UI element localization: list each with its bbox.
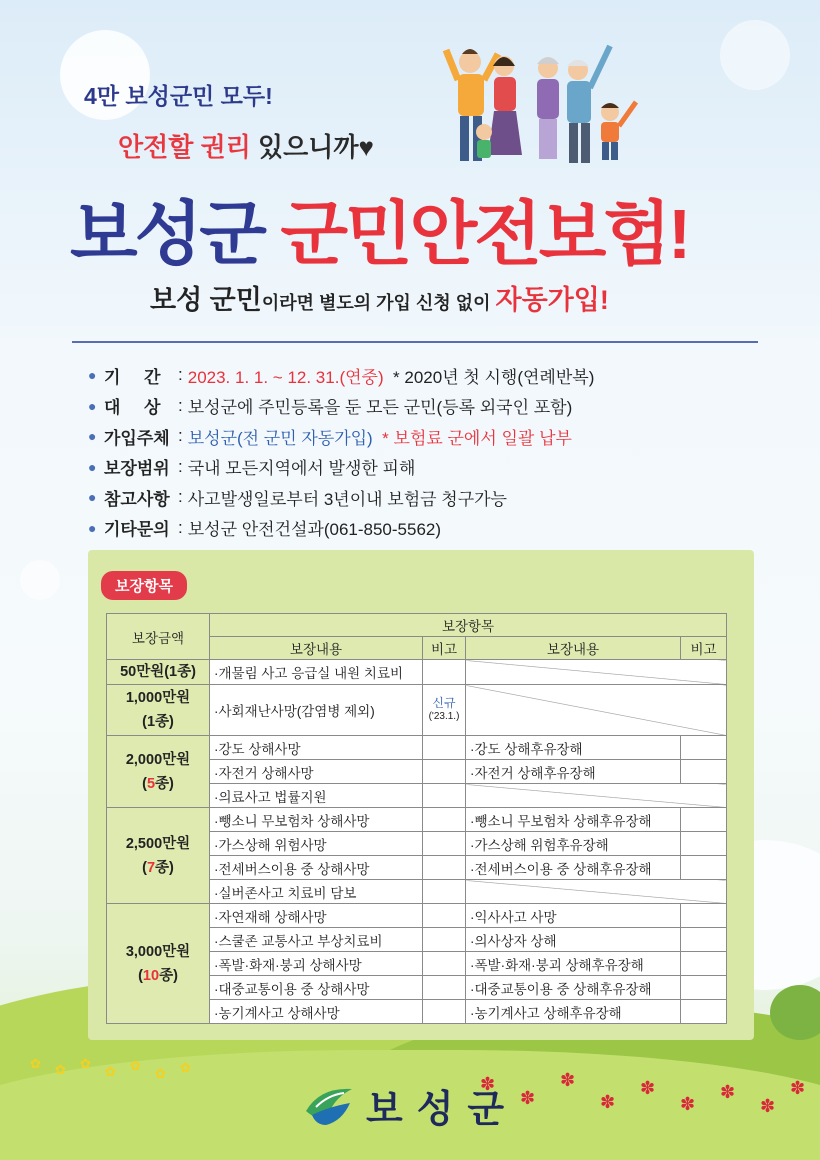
amount-cell	[107, 904, 210, 1024]
item-cell: ·농기계사고 상해후유장해	[466, 1000, 681, 1024]
note-cell	[423, 832, 466, 856]
background-sparkle	[720, 20, 790, 90]
heart-icon: ♥	[358, 132, 374, 162]
header-amount: 보장금액	[107, 614, 210, 660]
red-flower-icon: ✽	[680, 1094, 696, 1115]
tagline-secondary	[118, 127, 374, 164]
item-cell: ·대중교통이용 중 상해사망	[210, 976, 423, 1000]
note-new: 신규	[432, 696, 456, 710]
info-label: 가입주체	[104, 428, 170, 448]
subtitle-auto-enroll: 자동가입!	[495, 285, 609, 315]
note-cell	[681, 1000, 727, 1024]
county-name: 보성군	[366, 1089, 519, 1131]
item-cell: ·사회재난사망(감염병 제외)	[210, 685, 423, 736]
item-cell: ·가스상해 위험후유장해	[466, 832, 681, 856]
item-cell: ·자연재해 상해사망	[210, 904, 423, 928]
item-cell: ·폭발·화재·붕괴 상해사망	[210, 952, 423, 976]
amount-cell	[107, 808, 210, 904]
info-item-subscriber: ● 가입주체 : 보성군(전 군민 자동가입) * 보험료 군에서 일괄 납부	[88, 421, 594, 452]
title-insurance: 군민안전보험!	[280, 195, 689, 273]
info-label: 참고사항	[104, 489, 170, 509]
header-content: 보장내용	[210, 637, 423, 660]
item-cell: ·익사사고 사망	[466, 904, 681, 928]
red-flower-icon: ✽	[560, 1070, 576, 1091]
bullet-icon: ●	[88, 458, 97, 475]
title-county: 보성군	[70, 195, 264, 273]
note-cell	[423, 660, 466, 685]
red-flower-icon: ✽	[760, 1096, 776, 1117]
amount-count: (7종)	[142, 859, 174, 876]
amount-value: 2,500만원	[125, 835, 191, 852]
amount-count: (5종)	[142, 775, 174, 792]
note-cell	[423, 685, 466, 736]
yellow-flower-icon: ✿	[55, 1063, 66, 1078]
item-cell: ·실버존사고 치료비 담보	[210, 880, 423, 904]
table-row	[107, 685, 727, 736]
yellow-flower-icon: ✿	[155, 1067, 166, 1082]
item-cell: ·전세버스이용 중 상해후유장해	[466, 856, 681, 880]
note-cell	[423, 880, 466, 904]
note-cell	[681, 856, 727, 880]
family-illustration	[440, 40, 650, 175]
table-row	[107, 808, 727, 832]
empty-cell	[466, 685, 727, 736]
amount-count: (1종)	[142, 714, 174, 730]
note-cell	[423, 808, 466, 832]
red-flower-icon: ✽	[720, 1082, 736, 1103]
empty-cell	[466, 880, 727, 904]
empty-cell	[466, 660, 727, 685]
item-cell: ·뺑소니 무보험차 상해사망	[210, 808, 423, 832]
info-item-scope: ● 보장범위 : 국내 모든지역에서 발생한 피해	[88, 452, 594, 483]
info-value: 사고발생일로부터 3년이내 보험금 청구가능	[187, 489, 507, 509]
item-cell: ·농기계사고 상해사망	[210, 1000, 423, 1024]
bullet-icon: ●	[88, 367, 97, 384]
item-cell: ·자전거 상해사망	[210, 760, 423, 784]
note-cell	[681, 808, 727, 832]
bullet-icon: ●	[88, 519, 97, 536]
table-row	[107, 736, 727, 760]
item-cell: ·폭발·화재·붕괴 상해후유장해	[466, 952, 681, 976]
red-flower-icon: ✽	[600, 1092, 616, 1113]
table-row	[107, 904, 727, 928]
info-value: 보성군에 주민등록을 둔 모든 군민(등록 외국인 포함)	[187, 398, 573, 418]
item-cell: ·뺑소니 무보험차 상해후유장해	[466, 808, 681, 832]
amount-cell	[107, 736, 210, 808]
item-cell: ·의사상자 상해	[466, 928, 681, 952]
amount-value: 3,000만원	[125, 943, 191, 960]
county-emblem-icon	[302, 1081, 356, 1131]
note-cell	[681, 952, 727, 976]
note-cell	[423, 856, 466, 880]
red-flower-icon: ✽	[480, 1074, 496, 1095]
subtitle-description: 이라면 별도의 가입 신청 없이	[261, 293, 496, 313]
amount-cell	[107, 685, 210, 736]
note-cell	[423, 784, 466, 808]
amount-value: 1,000만원	[125, 690, 191, 706]
amount-cell: 50만원(1종)	[107, 660, 210, 685]
yellow-flower-icon: ✿	[80, 1057, 91, 1072]
note-cell	[681, 736, 727, 760]
item-cell: ·의료사고 법률지원	[210, 784, 423, 808]
item-cell: ·가스상해 위험사망	[210, 832, 423, 856]
note-cell	[423, 736, 466, 760]
item-cell: ·전세버스이용 중 상해사망	[210, 856, 423, 880]
yellow-flower-icon: ✿	[30, 1057, 41, 1072]
header-note: 비고	[423, 637, 466, 660]
item-cell: ·스쿨존 교통사고 부상치료비	[210, 928, 423, 952]
bullet-icon: ●	[88, 397, 97, 414]
info-item-contact: ● 기타문의 : 보성군 안전건설과(061-850-5562)	[88, 513, 594, 544]
coverage-table	[106, 613, 727, 1024]
yellow-flower-icon: ✿	[105, 1065, 116, 1080]
bullet-icon: ●	[88, 489, 97, 506]
tagline-primary: 4만 보성군민 모두!	[84, 83, 273, 109]
red-flower-icon: ✽	[790, 1078, 806, 1099]
county-logo	[302, 1074, 519, 1133]
red-flower-icon: ✽	[520, 1088, 536, 1109]
info-item-period: ● 기 간 : 2023. 1. 1. ~ 12. 31.(연중) * 2020년 첫 시행(연례반복)	[88, 360, 594, 391]
info-value-note: * 보험료 군에서 일괄 납부	[372, 428, 572, 448]
note-cell	[423, 1000, 466, 1024]
background-sparkle	[20, 560, 60, 600]
info-label: 보장범위	[104, 459, 170, 479]
header-content: 보장내용	[466, 637, 681, 660]
note-cell	[423, 904, 466, 928]
tagline-highlight: 안전할 권리	[118, 132, 251, 162]
empty-cell	[466, 784, 727, 808]
tagline-rest: 있으니까	[250, 132, 359, 162]
note-cell	[681, 976, 727, 1000]
info-label: 기 간	[104, 367, 161, 387]
note-cell	[423, 760, 466, 784]
note-cell	[423, 952, 466, 976]
note-cell	[681, 928, 727, 952]
info-label: 기타문의	[104, 520, 170, 540]
info-list	[88, 360, 594, 543]
amount-value: 2,000만원	[125, 751, 191, 768]
info-value: 국내 모든지역에서 발생한 피해	[187, 459, 416, 479]
subtitle	[150, 278, 609, 317]
divider	[72, 341, 758, 343]
info-item-notes: ● 참고사항 : 사고발생일로부터 3년이내 보험금 청구가능	[88, 482, 594, 513]
info-value: * 2020년 첫 시행(연례반복)	[383, 367, 595, 387]
note-cell	[681, 904, 727, 928]
info-value-highlight: 보성군(전 군민 자동가입)	[187, 428, 373, 448]
info-value: 보성군 안전건설과(061-850-5562)	[187, 520, 442, 540]
note-cell	[423, 976, 466, 1000]
info-label: 대 상	[104, 398, 161, 418]
item-cell: ·강도 상해사망	[210, 736, 423, 760]
header-group: 보장항목	[210, 614, 727, 637]
item-cell: ·대중교통이용 중 상해후유장해	[466, 976, 681, 1000]
yellow-flower-icon: ✿	[180, 1061, 191, 1076]
header-note: 비고	[681, 637, 727, 660]
info-item-target: ● 대 상 : 보성군에 주민등록을 둔 모든 군민(등록 외국인 포함)	[88, 391, 594, 422]
yellow-flower-icon: ✿	[130, 1059, 141, 1074]
item-cell: ·자전거 상해후유장해	[466, 760, 681, 784]
amount-count: (10종)	[138, 967, 178, 984]
coverage-badge: 보장항목	[101, 571, 187, 600]
note-cell	[423, 928, 466, 952]
note-date: ('23.1.)	[428, 711, 460, 722]
main-title	[70, 178, 688, 279]
note-cell	[681, 832, 727, 856]
bullet-icon: ●	[88, 428, 97, 445]
item-cell: ·강도 상해후유장해	[466, 736, 681, 760]
note-cell	[681, 760, 727, 784]
subtitle-citizens: 보성 군민	[150, 285, 262, 315]
red-flower-icon: ✽	[640, 1078, 656, 1099]
info-value-highlight: 2023. 1. 1. ~ 12. 31.(연중)	[187, 367, 384, 387]
item-cell: ·개물림 사고 응급실 내원 치료비	[210, 660, 423, 685]
table-row	[107, 660, 727, 685]
